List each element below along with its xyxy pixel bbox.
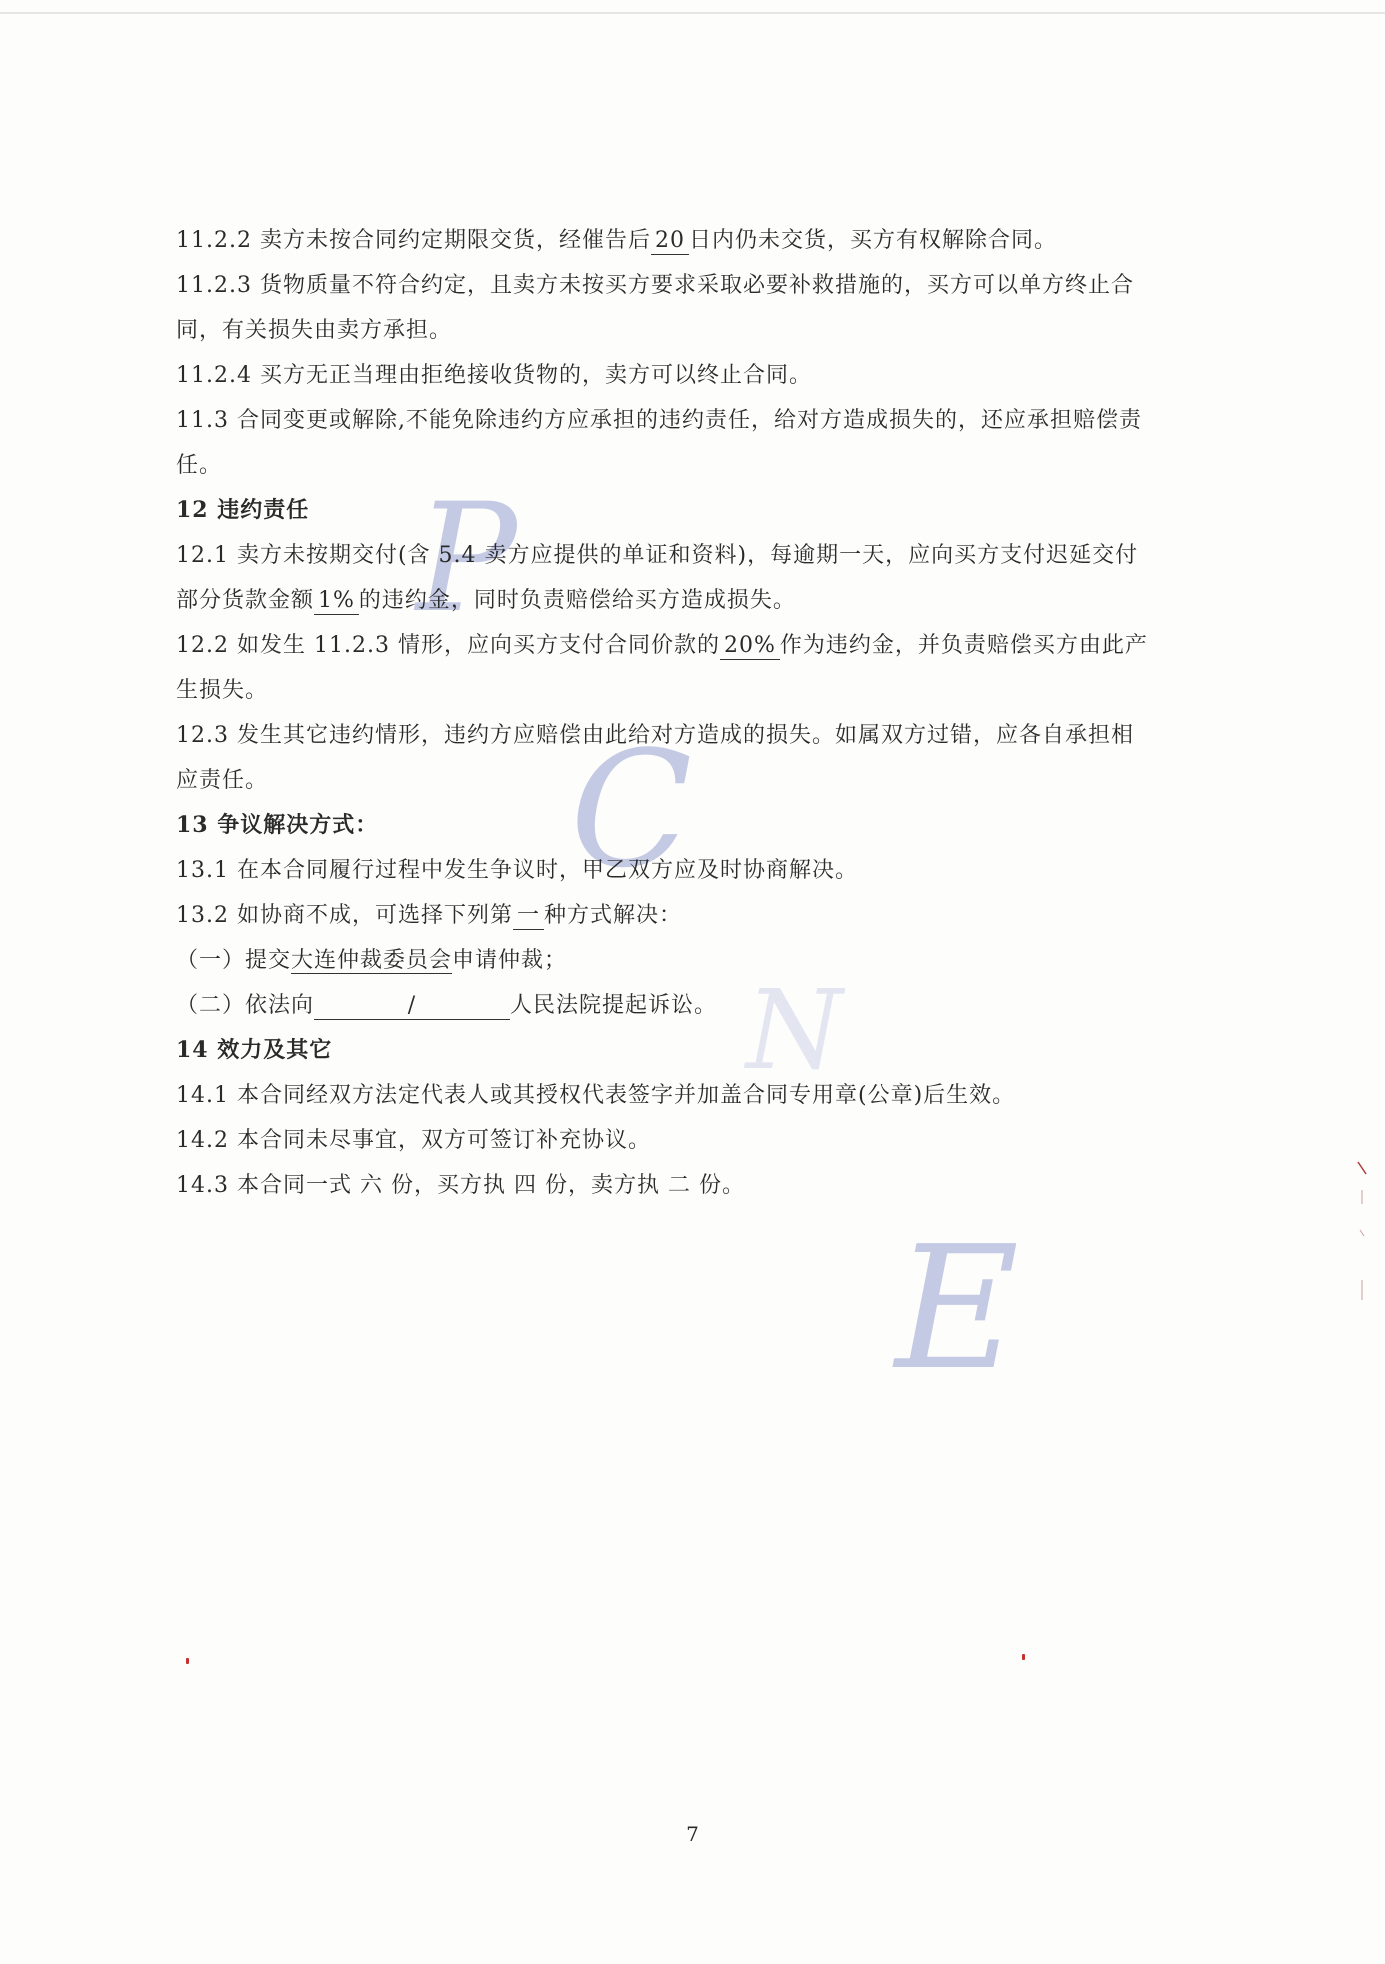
clause-line xyxy=(176,668,1216,713)
clause-line xyxy=(176,398,1216,443)
watermark-letter-e: E xyxy=(895,1210,1020,1408)
clause-text: 13.1 在本合同履行过程中发生争议时，甲乙双方应及时协商解决。 xyxy=(176,858,858,883)
clause-line xyxy=(176,308,1216,353)
clause-text: 生损失。 xyxy=(176,678,269,703)
clause-text: 14.1 本合同经双方法定代表人或其授权代表签字并加盖合同专用章(公章)后生效。 xyxy=(176,1083,1016,1108)
underlined-entry: 大连仲裁委员会 xyxy=(291,948,453,973)
clause-line xyxy=(176,1073,1216,1118)
clause-line xyxy=(176,758,1216,803)
filled-blank: / xyxy=(314,993,510,1020)
section-heading xyxy=(176,488,1216,533)
clause-text: 14 效力及其它 xyxy=(176,1037,333,1063)
clause-text: 11.3 合同变更或解除,不能免除违约方应承担的违约责任，给对方造成损失的，还应承担赔偿责 xyxy=(176,408,1142,433)
clause-line xyxy=(176,893,1216,938)
clause-text: 12 违约责任 xyxy=(176,497,310,523)
scan-top-edge xyxy=(0,12,1385,14)
clause-line xyxy=(176,578,1216,623)
section-heading xyxy=(176,1028,1216,1073)
clause-text: 同，有关损失由卖方承担。 xyxy=(176,318,453,343)
clause-line xyxy=(176,848,1216,893)
page-number: 7 xyxy=(686,1822,699,1846)
clause-text: 11.2.3 货物质量不符合约定，且卖方未按买方要求采取必要补救措施的，买方可以单方终止合 xyxy=(176,273,1134,298)
filled-blank: 20% xyxy=(720,633,780,660)
clause-text: 申请仲裁； xyxy=(452,948,568,973)
watermark-letter-c: C xyxy=(570,716,693,903)
clause-text: 13.2 如协商不成，可选择下列第 xyxy=(176,903,513,928)
clause-text: 12.1 卖方未按期交付(含 5.4 卖方应提供的单证和资料)，每逾期一天，应向买方支付迟延交付 xyxy=(176,543,1139,568)
clause-line xyxy=(176,623,1216,668)
clause-text: 人民法院提起诉讼。 xyxy=(510,993,718,1018)
clause-text: 作为违约金，并负责赔偿买方由此产 xyxy=(779,633,1148,658)
clause-line xyxy=(176,443,1216,488)
contract-body xyxy=(176,218,1216,1208)
clause-text: 12.2 如发生 11.2.3 情形，应向买方支付合同价款的 xyxy=(176,633,720,658)
clause-line xyxy=(176,353,1216,398)
clause-text: 12.3 发生其它违约情形，违约方应赔偿由此给对方造成的损失。如属双方过错，应各自承担相 xyxy=(176,723,1134,748)
clause-line xyxy=(176,1118,1216,1163)
filled-blank: 一 xyxy=(513,903,544,930)
clause-line xyxy=(176,533,1216,578)
clause-text: 的违约金，同时负责赔偿给买方造成损失。 xyxy=(358,588,796,613)
clause-text: 任。 xyxy=(176,453,223,478)
clause-text: （一）提交 xyxy=(176,948,292,973)
section-heading xyxy=(176,803,1216,848)
watermark-letter-n: N xyxy=(746,966,843,1094)
filled-blank: 20 xyxy=(651,228,689,255)
clause-line xyxy=(176,938,1216,983)
seal-edge-mark xyxy=(1356,1160,1368,1310)
red-ink-speck xyxy=(186,1658,189,1664)
clause-text: 11.2.4 买方无正当理由拒绝接收货物的，卖方可以终止合同。 xyxy=(176,363,812,388)
clause-text: 应责任。 xyxy=(176,768,269,793)
clause-text: 日内仍未交货，买方有权解除合同。 xyxy=(688,228,1057,253)
clause-text: （二）依法向 xyxy=(176,993,315,1018)
clause-line xyxy=(176,713,1216,758)
clause-text: 11.2.2 卖方未按合同约定期限交货，经催告后 xyxy=(176,228,651,253)
clause-line xyxy=(176,1163,1216,1208)
clause-text: 14.3 本合同一式 六 份，买方执 四 份，卖方执 二 份。 xyxy=(176,1173,745,1198)
filled-blank: 1% xyxy=(314,588,359,615)
clause-text: 部分货款金额 xyxy=(176,588,315,613)
watermark-letter-p: P xyxy=(416,472,517,646)
clause-text: 种方式解决： xyxy=(544,903,683,928)
clause-text: 13 争议解决方式： xyxy=(176,812,379,838)
red-ink-speck xyxy=(1022,1654,1025,1660)
clause-line xyxy=(176,983,1216,1028)
clause-text: 14.2 本合同未尽事宜，双方可签订补充协议。 xyxy=(176,1128,651,1153)
clause-line xyxy=(176,218,1216,263)
clause-line xyxy=(176,263,1216,308)
